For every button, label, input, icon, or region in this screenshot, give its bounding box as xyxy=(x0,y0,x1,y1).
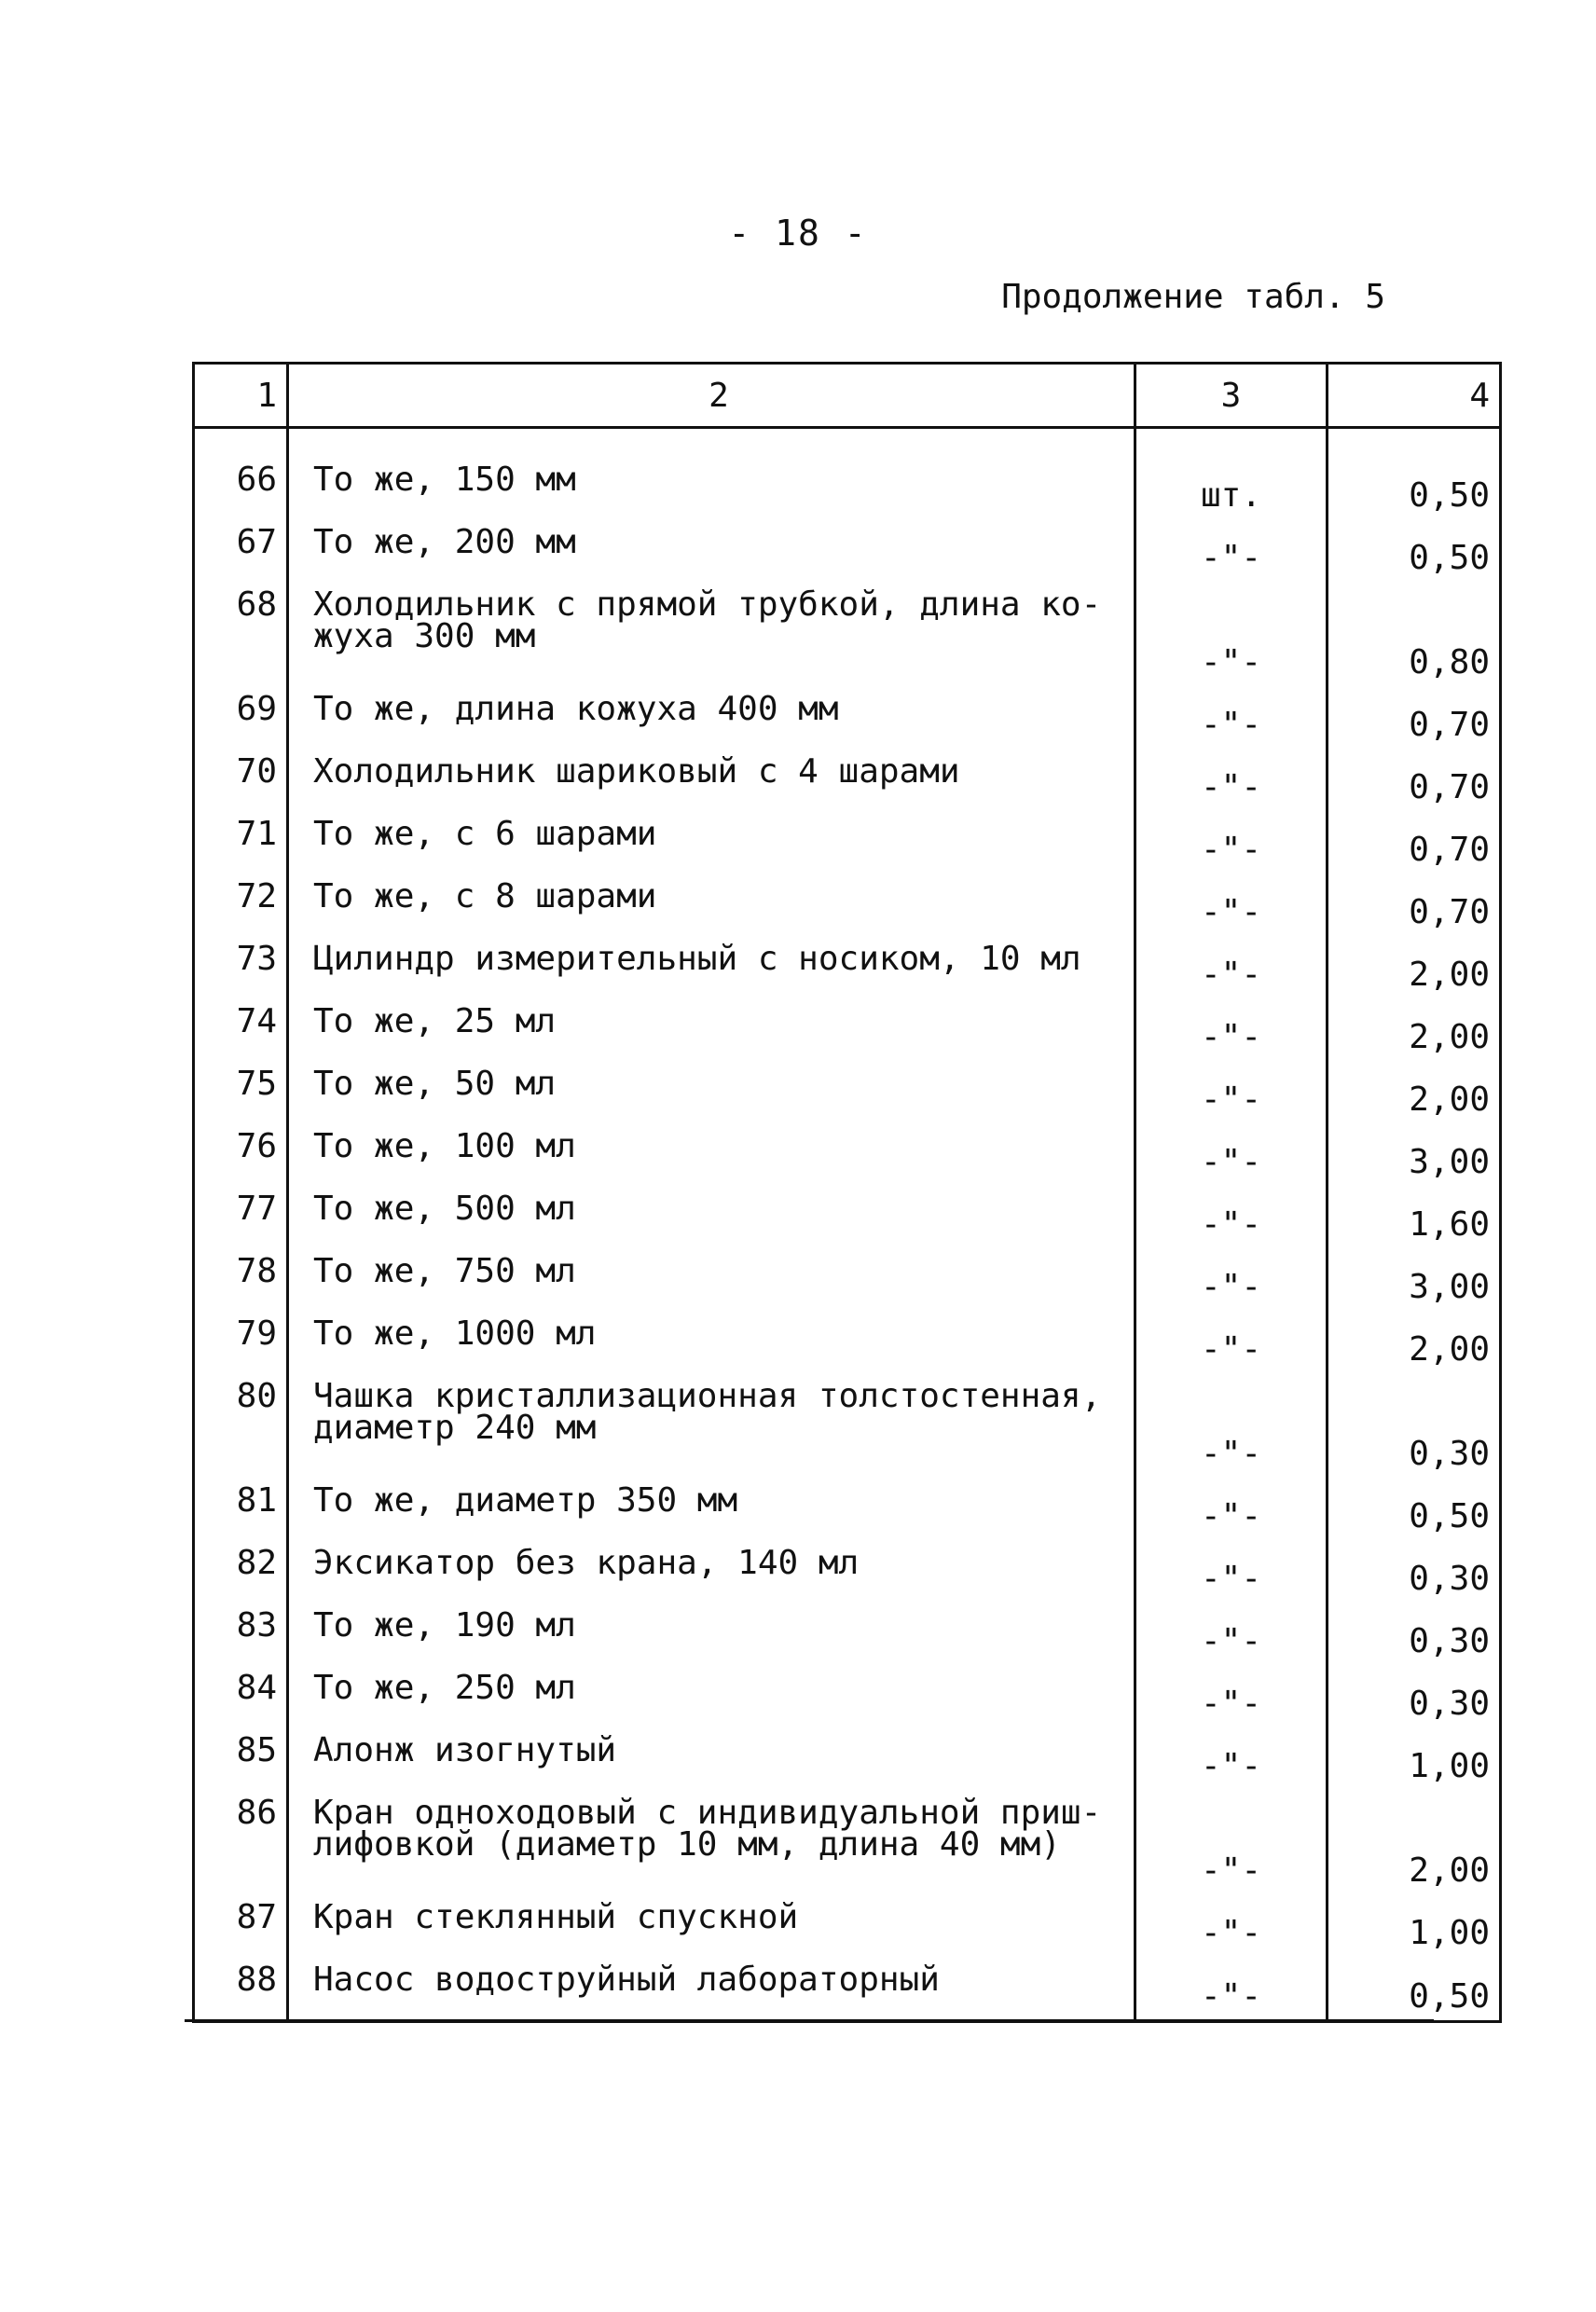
row-value: 0,70 xyxy=(1328,811,1501,874)
row-value: 2,00 xyxy=(1328,1061,1501,1123)
row-unit: -"- xyxy=(1135,686,1328,749)
table-row xyxy=(194,936,1501,998)
items-table xyxy=(192,362,1502,2023)
row-unit: -"- xyxy=(1135,936,1328,998)
row-value: 3,00 xyxy=(1328,1123,1501,1186)
row-name: То же, с 8 шарами xyxy=(288,874,1135,936)
row-value: 1,60 xyxy=(1328,1186,1501,1248)
row-value: 0,30 xyxy=(1328,1603,1501,1665)
table-spacer-row xyxy=(194,428,1501,458)
row-name: Чашка кристаллизационная толстостенная, диаметр 240 мм xyxy=(288,1373,1135,1478)
row-name: Кран одноходовый с индивидуальной приш- лифовкой (диаметр 10 мм, длина 40 мм) xyxy=(288,1790,1135,1894)
table-row xyxy=(194,1540,1501,1603)
row-value: 0,70 xyxy=(1328,686,1501,749)
row-number: 80 xyxy=(194,1373,288,1478)
header-col-3: 3 xyxy=(1135,364,1328,428)
row-number: 69 xyxy=(194,686,288,749)
row-unit: -"- xyxy=(1135,749,1328,811)
row-value: 0,70 xyxy=(1328,749,1501,811)
row-unit: -"- xyxy=(1135,1665,1328,1727)
table-row xyxy=(194,1186,1501,1248)
table-row xyxy=(194,519,1501,582)
row-value: 0,50 xyxy=(1328,457,1501,519)
row-number: 70 xyxy=(194,749,288,811)
table-header-row xyxy=(194,364,1501,428)
header-col-1: 1 xyxy=(194,364,288,428)
row-number: 67 xyxy=(194,519,288,582)
row-value: 2,00 xyxy=(1328,1311,1501,1373)
row-number: 78 xyxy=(194,1248,288,1311)
row-unit: -"- xyxy=(1135,1957,1328,2021)
row-unit: -"- xyxy=(1135,811,1328,874)
row-unit: шт. xyxy=(1135,457,1328,519)
row-unit: -"- xyxy=(1135,582,1328,686)
row-value: 0,50 xyxy=(1328,519,1501,582)
row-number: 74 xyxy=(194,998,288,1061)
table-row xyxy=(194,1248,1501,1311)
row-name: То же, 190 мл xyxy=(288,1603,1135,1665)
row-value: 0,70 xyxy=(1328,874,1501,936)
row-value: 1,00 xyxy=(1328,1727,1501,1790)
row-number: 71 xyxy=(194,811,288,874)
row-unit: -"- xyxy=(1135,1894,1328,1957)
row-unit: -"- xyxy=(1135,1186,1328,1248)
row-value: 0,30 xyxy=(1328,1373,1501,1478)
row-unit: -"- xyxy=(1135,1373,1328,1478)
table-row xyxy=(194,1665,1501,1727)
row-unit: -"- xyxy=(1135,1311,1328,1373)
row-number: 85 xyxy=(194,1727,288,1790)
row-unit: -"- xyxy=(1135,998,1328,1061)
row-number: 83 xyxy=(194,1603,288,1665)
table-row xyxy=(194,1123,1501,1186)
row-name: То же, 150 мм xyxy=(288,457,1135,519)
row-value: 3,00 xyxy=(1328,1248,1501,1311)
row-unit: -"- xyxy=(1135,519,1328,582)
row-name: То же, 1000 мл xyxy=(288,1311,1135,1373)
table-body xyxy=(194,428,1501,2022)
table-row xyxy=(194,1603,1501,1665)
row-name: Алонж изогнутый xyxy=(288,1727,1135,1790)
row-value: 1,00 xyxy=(1328,1894,1501,1957)
row-name: То же, 250 мл xyxy=(288,1665,1135,1727)
table-row xyxy=(194,811,1501,874)
table-row xyxy=(194,1894,1501,1957)
row-number: 86 xyxy=(194,1790,288,1894)
page-number: - 18 - xyxy=(728,213,868,254)
table-row xyxy=(194,1311,1501,1373)
table-bottom-line xyxy=(185,2019,1434,2022)
row-number: 72 xyxy=(194,874,288,936)
row-number: 75 xyxy=(194,1061,288,1123)
table-continuation-label: Продолжение табл. 5 xyxy=(1001,278,1385,316)
row-unit: -"- xyxy=(1135,1790,1328,1894)
row-number: 73 xyxy=(194,936,288,998)
row-value: 0,30 xyxy=(1328,1665,1501,1727)
row-name: Цилиндр измерительный с носиком, 10 мл xyxy=(288,936,1135,998)
row-unit: -"- xyxy=(1135,874,1328,936)
row-name: Кран стеклянный спускной xyxy=(288,1894,1135,1957)
table-row xyxy=(194,457,1501,519)
row-name: То же, 50 мл xyxy=(288,1061,1135,1123)
row-number: 84 xyxy=(194,1665,288,1727)
row-value: 0,50 xyxy=(1328,1957,1501,2021)
row-number: 88 xyxy=(194,1957,288,2021)
row-name: Холодильник с прямой трубкой, длина ко- жуха 300 мм xyxy=(288,582,1135,686)
row-value: 2,00 xyxy=(1328,936,1501,998)
row-unit: -"- xyxy=(1135,1123,1328,1186)
row-value: 2,00 xyxy=(1328,1790,1501,1894)
row-number: 79 xyxy=(194,1311,288,1373)
table-row xyxy=(194,1790,1501,1894)
row-number: 77 xyxy=(194,1186,288,1248)
row-name: То же, диаметр 350 мм xyxy=(288,1478,1135,1540)
table-row xyxy=(194,1957,1501,2021)
row-unit: -"- xyxy=(1135,1061,1328,1123)
row-unit: -"- xyxy=(1135,1603,1328,1665)
row-value: 0,50 xyxy=(1328,1478,1501,1540)
row-name: То же, длина кожуха 400 мм xyxy=(288,686,1135,749)
row-unit: -"- xyxy=(1135,1727,1328,1790)
row-number: 81 xyxy=(194,1478,288,1540)
table-row xyxy=(194,1478,1501,1540)
row-value: 0,30 xyxy=(1328,1540,1501,1603)
row-unit: -"- xyxy=(1135,1540,1328,1603)
row-number: 76 xyxy=(194,1123,288,1186)
header-col-4: 4 xyxy=(1328,364,1501,428)
table-row xyxy=(194,874,1501,936)
row-name: Эксикатор без крана, 140 мл xyxy=(288,1540,1135,1603)
table-row xyxy=(194,1373,1501,1478)
row-number: 82 xyxy=(194,1540,288,1603)
row-name: То же, 25 мл xyxy=(288,998,1135,1061)
table-row xyxy=(194,582,1501,686)
table-row xyxy=(194,1727,1501,1790)
row-name: То же, с 6 шарами xyxy=(288,811,1135,874)
table-row xyxy=(194,686,1501,749)
row-name: То же, 100 мл xyxy=(288,1123,1135,1186)
table-row xyxy=(194,998,1501,1061)
row-name: То же, 200 мм xyxy=(288,519,1135,582)
row-name: То же, 500 мл xyxy=(288,1186,1135,1248)
row-number: 87 xyxy=(194,1894,288,1957)
header-col-2: 2 xyxy=(288,364,1135,428)
row-value: 2,00 xyxy=(1328,998,1501,1061)
row-name: Насос водоструйный лабораторный xyxy=(288,1957,1135,2021)
row-name: Холодильник шариковый с 4 шарами xyxy=(288,749,1135,811)
row-unit: -"- xyxy=(1135,1248,1328,1311)
row-name: То же, 750 мл xyxy=(288,1248,1135,1311)
row-number: 66 xyxy=(194,457,288,519)
table-row xyxy=(194,749,1501,811)
table-row xyxy=(194,1061,1501,1123)
row-number: 68 xyxy=(194,582,288,686)
row-unit: -"- xyxy=(1135,1478,1328,1540)
row-value: 0,80 xyxy=(1328,582,1501,686)
